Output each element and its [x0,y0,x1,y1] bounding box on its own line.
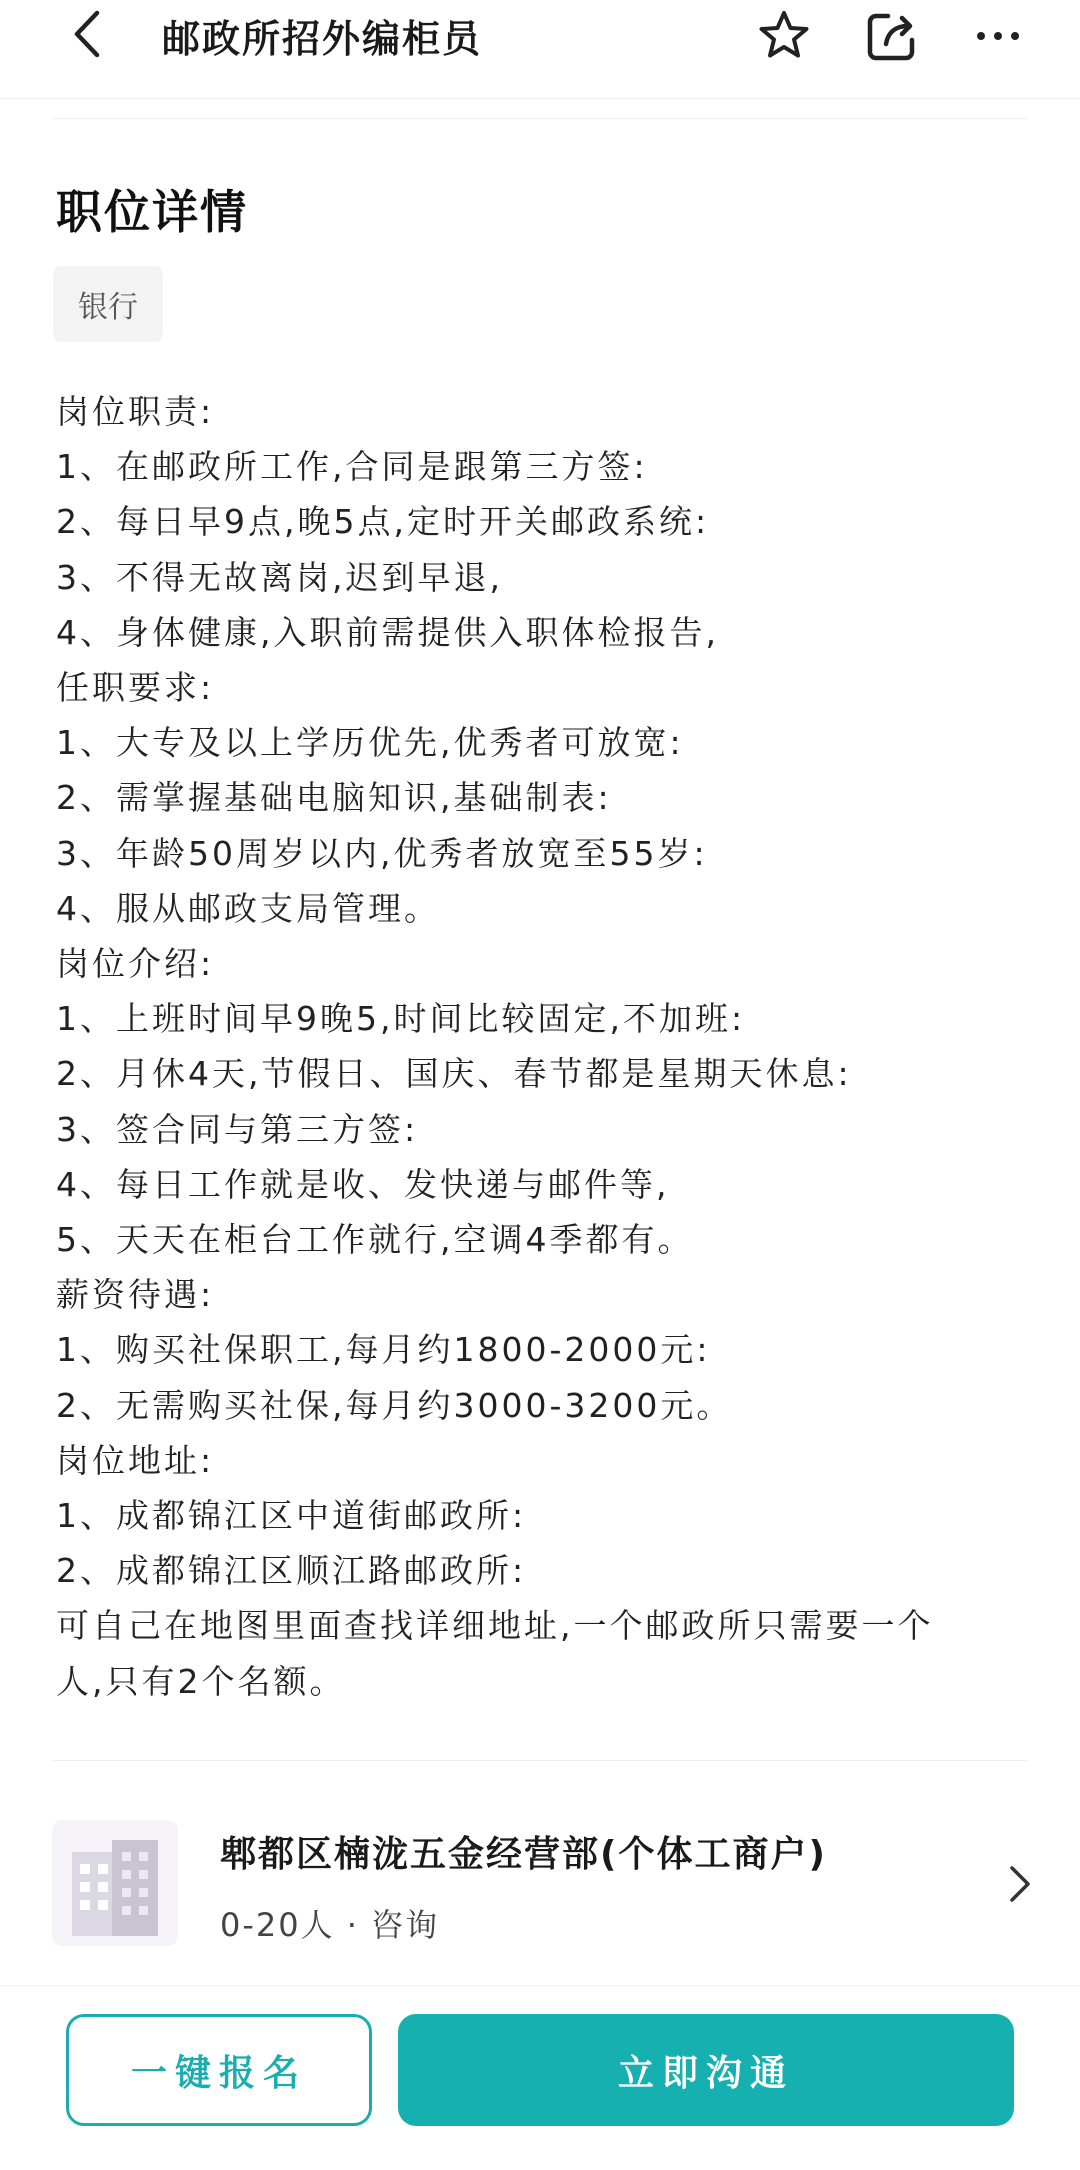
quick-signup-button[interactable]: 一键报名 [66,2014,372,2126]
description-line: 2、每日早9点,晚5点,定时开关邮政系统: [56,502,710,542]
description-line: 3、不得无故离岗,迟到早退, [56,557,503,597]
description-line: 1、购买社保职工,每月约1800-2000元: [56,1330,711,1370]
star-icon [756,9,812,63]
description-line: 岗位介绍: [56,944,215,984]
chevron-left-icon [71,9,101,59]
description-line: 5、天天在柜台工作就行,空调4季都有。 [56,1220,694,1260]
job-tag: 银行 [53,266,163,342]
more-button[interactable] [966,4,1030,68]
description-line: 人,只有2个名额。 [56,1661,346,1701]
description-line: 2、无需购买社保,每月约3000-3200元。 [56,1385,733,1425]
section-title: 职位详情 [56,185,248,239]
company-meta: 0-20人 · 咨询 [220,1906,440,1944]
description-line: 薪资待遇: [56,1275,215,1315]
favorite-button[interactable] [752,4,816,68]
share-icon [864,8,920,64]
description-line: 1、上班时间早9晚5,时间比较固定,不加班: [56,999,746,1039]
top-nav-bar [0,0,1080,99]
description-line: 1、大专及以上学历优先,优秀者可放宽: [56,723,684,763]
description-line: 1、成都锦江区中道街邮政所: [56,1496,527,1536]
company-name: 郫都区楠泷五金经营部(个体工商户) [220,1834,827,1875]
more-dots-icon [973,26,1023,46]
bottom-action-bar [0,1985,1080,2170]
divider [52,118,1028,119]
description-line: 2、月休4天,节假日、国庆、春节都是星期天休息: [56,1054,852,1094]
description-line: 3、年龄50周岁以内,优秀者放宽至55岁: [56,833,708,873]
description-line: 任职要求: [56,668,215,708]
company-card[interactable] [52,1820,1042,1950]
description-line: 岗位职责: [56,392,215,431]
description-line: 3、签合同与第三方签: [56,1109,419,1149]
description-line: 岗位地址: [56,1440,215,1480]
page-title: 邮政所招外编柜员 [162,17,483,61]
divider [52,1760,1028,1761]
building-icon [52,1820,178,1946]
description-line: 4、每日工作就是收、发快递与邮件等, [56,1164,670,1204]
description-line: 1、在邮政所工作,合同是跟第三方签: [56,447,648,487]
description-line: 可自己在地图里面查找详细地址,一个邮政所只需要一个 [56,1606,934,1646]
back-button[interactable] [56,4,116,64]
chevron-right-icon [1002,1864,1038,1904]
description-line: 2、成都锦江区顺江路邮政所: [56,1551,527,1591]
description-line: 4、服从邮政支局管理。 [56,888,440,928]
company-logo [52,1820,178,1946]
description-line: 2、需掌握基础电脑知识,基础制表: [56,778,612,818]
chat-now-button[interactable]: 立即沟通 [398,2014,1014,2126]
share-button[interactable] [860,4,924,68]
description-line: 4、身体健康,入职前需提供入职体检报告, [56,612,719,652]
job-description [56,384,1026,1709]
